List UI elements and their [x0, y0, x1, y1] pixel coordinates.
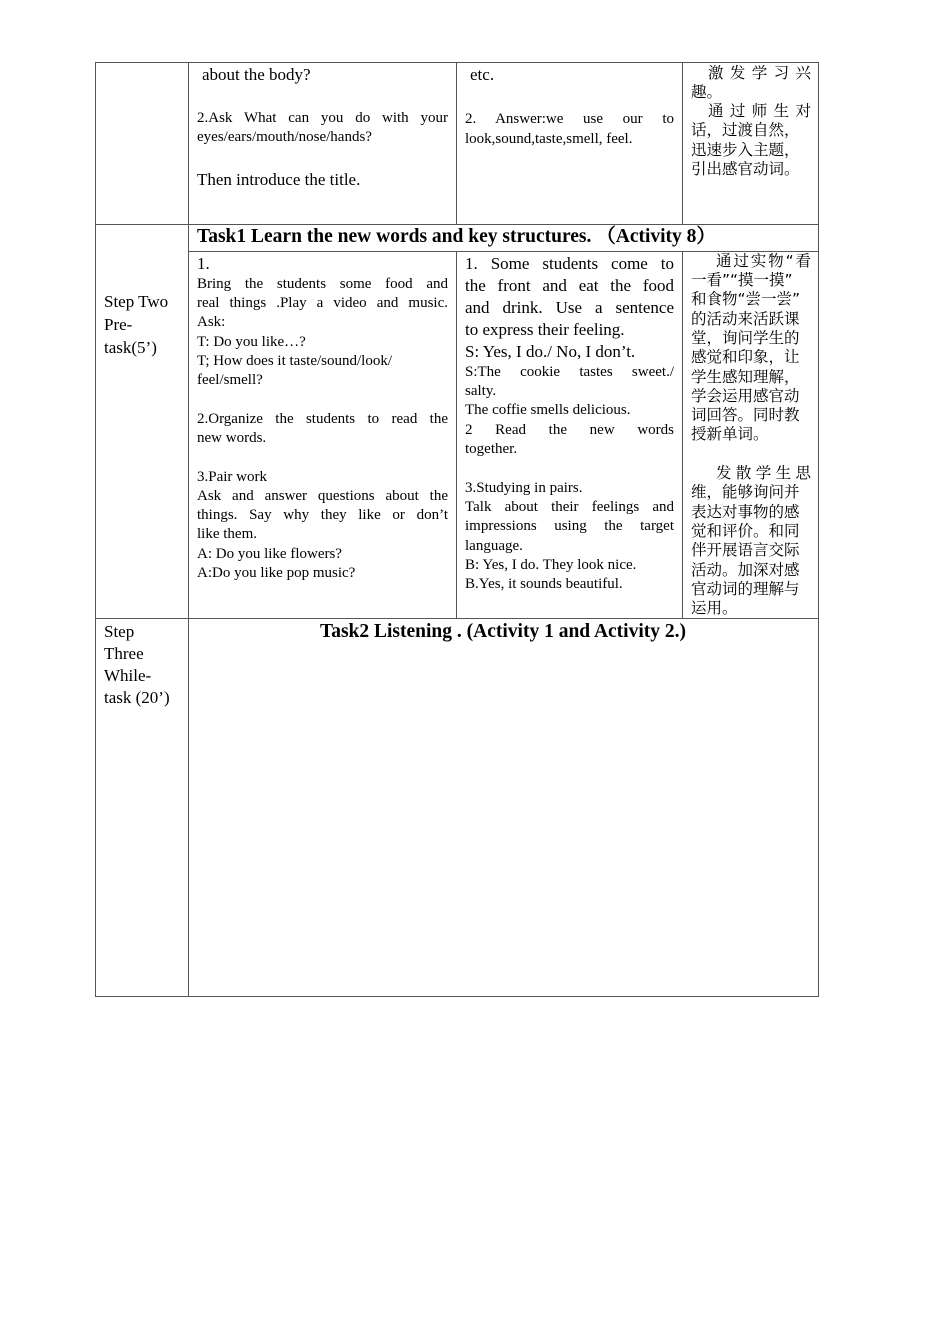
row-divider: [96, 224, 818, 225]
design-purpose-text: 一看”“摸一摸”: [691, 271, 793, 289]
step-label: task (20’): [104, 688, 170, 707]
teacher-activity-text: feel/smell?: [197, 372, 263, 388]
design-purpose-text: 活动。加深对感: [691, 561, 800, 579]
design-purpose-text: 发散学生思: [716, 464, 811, 482]
task1-title: Task1 Learn the new words and key structures. （Activity 8）: [197, 226, 716, 247]
design-purpose-text: 通过师生对: [708, 102, 811, 120]
teacher-activity-text: Ask and answer questions about the: [197, 488, 448, 504]
student-activity-text: impressions using the target: [465, 518, 674, 534]
teacher-activity-text: things. Say why they like or don’t: [197, 507, 448, 523]
design-purpose-text: 话，过渡自然，: [691, 121, 800, 139]
teacher-activity-text: real things .Play a video and music.: [197, 295, 448, 311]
student-activity-text: B.Yes, it sounds beautiful.: [465, 576, 623, 592]
design-purpose-text: 运用。: [691, 599, 738, 617]
student-activity-text: Talk about their feelings and: [465, 499, 674, 515]
student-activity-text: language.: [465, 538, 523, 554]
teacher-activity-text: eyes/ears/mouth/nose/hands?: [197, 129, 372, 145]
student-activity-text: to express their feeling.: [465, 320, 625, 339]
student-activity-text: 2. Answer:we use our to: [465, 111, 674, 127]
step-label: Step: [104, 622, 135, 641]
teacher-activity-text: about the body?: [202, 65, 311, 84]
teacher-activity-text: A: Do you like flowers?: [197, 546, 342, 562]
design-purpose-text: 的活动来活跃课: [691, 310, 800, 328]
design-purpose-text: 授新单词。: [691, 425, 769, 443]
student-activity-text: look,sound,taste,smell, feel.: [465, 131, 633, 147]
step-label: task(5’): [104, 338, 157, 357]
column-divider: [682, 63, 683, 224]
student-activity-text: B: Yes, I do. They look nice.: [465, 557, 637, 573]
design-purpose-text: 趣。: [691, 83, 723, 101]
design-purpose-text: 学会运用感官动: [691, 387, 800, 405]
teacher-activity-text: Bring the students some food and: [197, 276, 448, 292]
design-purpose-text: 激发学习兴: [708, 64, 811, 82]
step-label: Three: [104, 644, 144, 663]
student-activity-text: etc.: [470, 65, 495, 84]
teacher-activity-text: new words.: [197, 430, 267, 446]
student-activity-text: salty.: [465, 383, 497, 399]
teacher-activity-text: 2.Ask What can you do with your: [197, 110, 448, 126]
design-purpose-text: 词回答。同时教: [691, 406, 800, 424]
teacher-activity-text: like them.: [197, 526, 257, 542]
student-activity-text: 1. Some students come to: [465, 254, 674, 273]
step-label: While-: [104, 666, 152, 685]
teacher-activity-text: T: Do you like…?: [197, 334, 306, 350]
design-purpose-text: 堂，询问学生的: [691, 329, 800, 347]
teacher-activity-text: Ask:: [197, 314, 226, 330]
design-purpose-text: 官动词的理解与: [691, 580, 800, 598]
column-divider: [682, 251, 683, 618]
student-activity-text: 2 Read the new words: [465, 422, 674, 438]
column-divider: [456, 251, 457, 618]
design-purpose-text: 维，能够询问并: [691, 483, 800, 501]
column-divider: [456, 63, 457, 224]
design-purpose-text: 迅速步入主题，: [691, 141, 800, 159]
student-activity-text: The coffie smells delicious.: [465, 402, 631, 418]
design-purpose-text: 表达对事物的感: [691, 503, 800, 521]
column-divider: [188, 63, 189, 996]
design-purpose-text: 学生感知理解，: [691, 368, 800, 386]
student-activity-text: together.: [465, 441, 518, 457]
teacher-activity-text: 3.Pair work: [197, 469, 267, 485]
design-purpose-text: 引出感官动词。: [691, 160, 800, 178]
student-activity-text: and drink. Use a sentence: [465, 298, 674, 317]
task2-title: Task2 Listening . (Activity 1 and Activity 2.): [319, 621, 686, 642]
teacher-activity-text: Then introduce the title.: [197, 170, 361, 189]
design-purpose-text: 和食物“尝一尝”: [691, 290, 801, 308]
student-activity-text: the front and eat the food: [465, 276, 674, 295]
teacher-activity-text: 1.: [197, 254, 210, 273]
design-purpose-text: 感觉和印象，让: [691, 348, 800, 366]
teacher-activity-text: A:Do you like pop music?: [197, 565, 356, 581]
step-label: Pre-: [104, 315, 133, 334]
teacher-activity-text: T; How does it taste/sound/look/: [197, 353, 392, 369]
student-activity-text: 3.Studying in pairs.: [465, 480, 583, 496]
design-purpose-text: 伴开展语言交际: [691, 541, 800, 559]
design-purpose-text: 通过实物“看: [716, 252, 811, 270]
step-label: Step Two: [104, 292, 169, 311]
student-activity-text: S: Yes, I do./ No, I don’t.: [465, 342, 636, 361]
student-activity-text: S:The cookie tastes sweet./: [465, 364, 674, 380]
design-purpose-text: 觉和评价。和同: [691, 522, 800, 540]
teacher-activity-text: 2.Organize the students to read the: [197, 411, 448, 427]
